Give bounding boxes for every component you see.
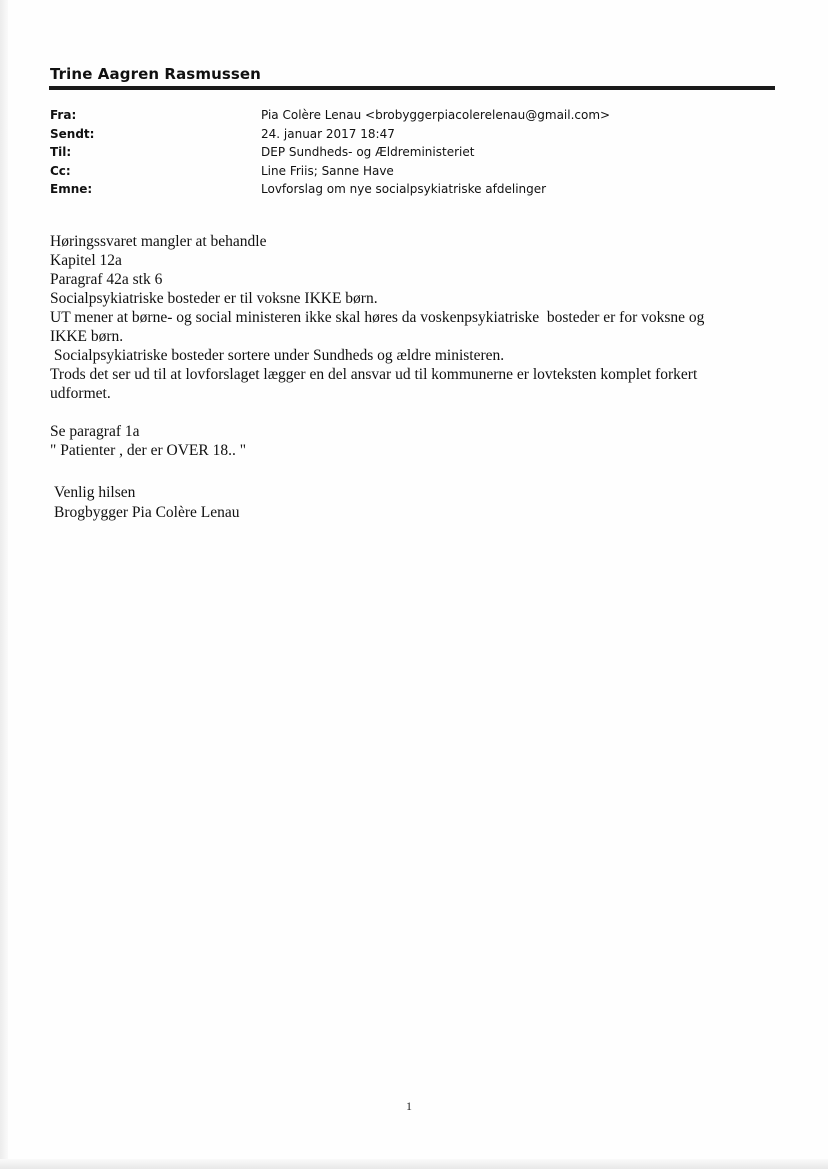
body-line: udformet. — [50, 385, 111, 402]
signature-block — [54, 483, 240, 523]
header-row-from — [50, 106, 770, 125]
header-row-cc — [50, 162, 770, 181]
email-body — [50, 232, 770, 460]
body-line: Trods det ser ud til at lovforslaget lægger en del ansvar ud til kommunerne er lovteksten komplet forkert — [50, 366, 698, 383]
header-row-to — [50, 143, 770, 162]
cc-label: Cc: — [50, 163, 71, 178]
body-line: Høringssvaret mangler at behandle — [50, 233, 267, 250]
sent-label: Sendt: — [50, 126, 95, 141]
page-number: 1 — [406, 1099, 412, 1113]
body-line: Socialpsykiatriske bosteder er til voksne IKKE børn. — [50, 290, 378, 307]
mailbox-owner-name: Trine Aagren Rasmussen — [50, 65, 261, 83]
body-line: Se paragraf 1a — [50, 423, 140, 440]
header-divider — [49, 86, 775, 90]
header-row-subject — [50, 180, 770, 199]
body-line: Kapitel 12a — [50, 252, 122, 269]
page-edge-shadow — [0, 0, 8, 1169]
body-line: Socialpsykiatriske bosteder sortere under Sundheds og ældre ministeren. — [50, 347, 505, 364]
body-line: UT mener at børne- og social ministeren ikke skal høres da voskenpsykiatriske bosteder er for voksne og — [50, 309, 705, 326]
to-label: Til: — [50, 145, 72, 159]
body-line: " Patienter , der er OVER 18.. " — [50, 442, 247, 459]
from-label: Fra: — [50, 108, 77, 122]
email-header-block — [50, 106, 770, 199]
signature-name: Brogbygger Pia Colère Lenau — [54, 504, 240, 521]
page-bottom-shadow — [0, 1159, 828, 1169]
paragraph-spacer — [50, 403, 770, 422]
to-value: DEP Sundheds- og Ældreministeriet — [261, 145, 475, 159]
cc-value: Line Friis; Sanne Have — [261, 163, 394, 178]
body-line: Paragraf 42a stk 6 — [50, 271, 163, 288]
signature-greeting: Venlig hilsen — [54, 484, 136, 501]
body-line: IKKE børn. — [50, 328, 124, 345]
from-value: Pia Colère Lenau <brobyggerpiacolerelenau@gmail.com> — [261, 108, 611, 122]
sent-value: 24. januar 2017 18:47 — [261, 126, 395, 141]
header-row-sent — [50, 125, 770, 144]
subject-value: Lovforslag om nye socialpsykiatriske afdelinger — [261, 182, 547, 196]
subject-label: Emne: — [50, 182, 93, 196]
